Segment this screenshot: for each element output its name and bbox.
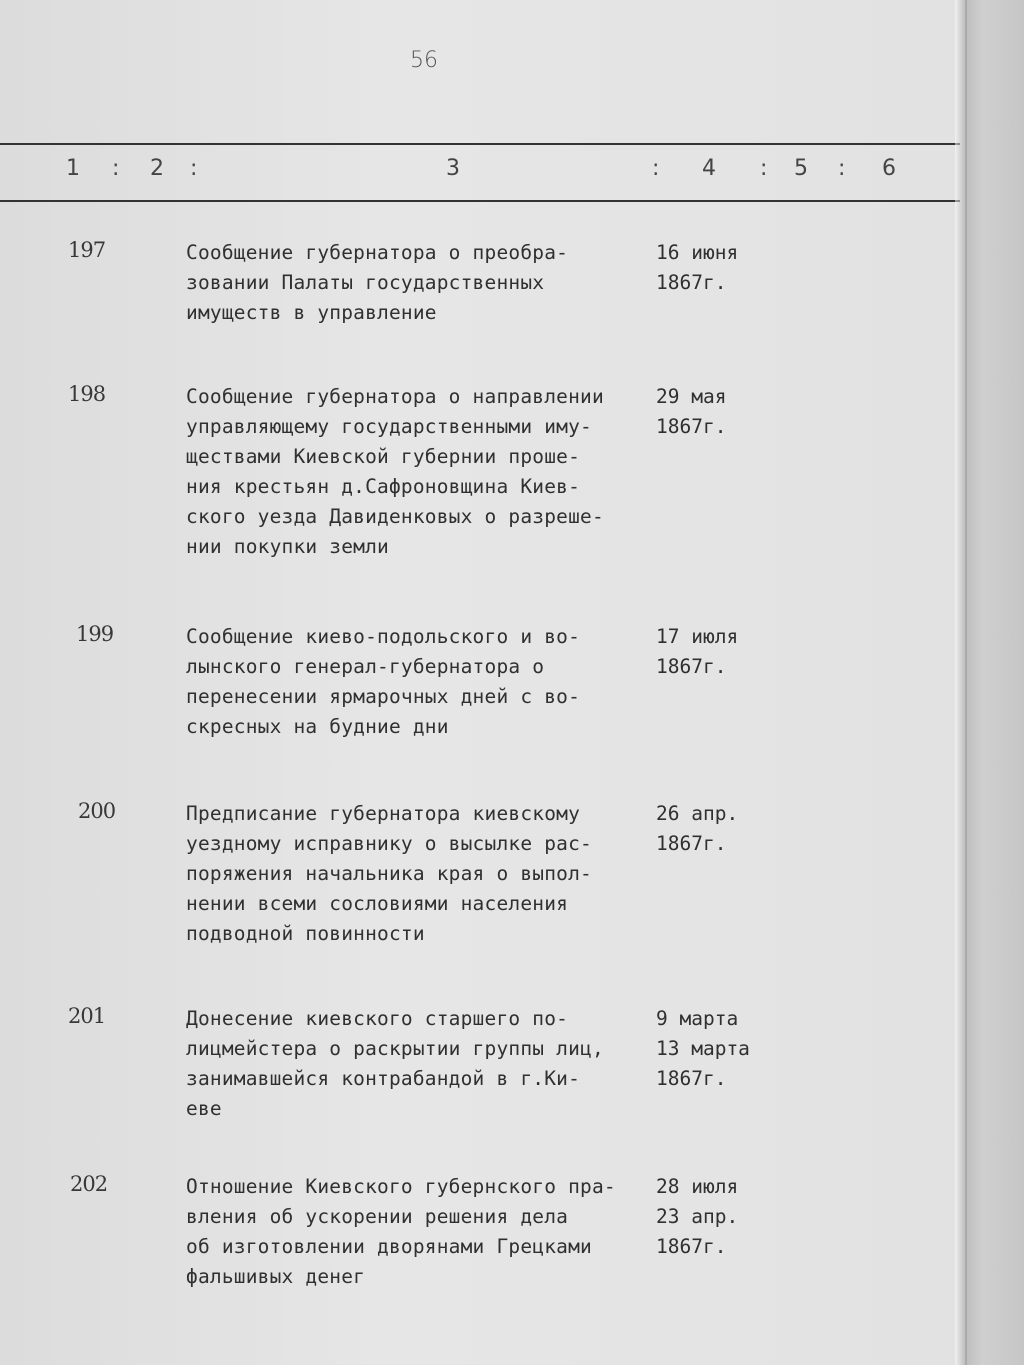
- entry-description: Сообщение губернатора о преобра- зовании Палаты государственных имуществ в управление: [186, 241, 569, 324]
- entry-date: 29 мая 1867г.: [656, 385, 727, 438]
- entry-date: 26 апр. 1867г.: [656, 802, 739, 855]
- entry-date: 16 июня 1867г.: [656, 241, 739, 294]
- entry-description: Сообщение киево-подольского и во- лынского генерал-губернатора о перенесении ярмарочных дней с во- скресных на будние дни: [186, 625, 581, 738]
- column-header-2: 2: [150, 156, 164, 181]
- column-header-6: 6: [882, 156, 896, 181]
- underlying-page-edge: [965, 0, 1024, 1365]
- column-separator: :: [652, 156, 660, 181]
- entry-date: 9 марта 13 марта 1867г.: [656, 1007, 750, 1090]
- entry-description: Сообщение губернатора о направлении управляющему государственными иму- ществами Киевской губернии проше- ния крестьян д.Сафроновщина Киев- ского уезда Давиденковых о разреше- нии покупки земли: [186, 385, 604, 558]
- column-header-3: 3: [446, 156, 460, 181]
- column-separator: :: [190, 156, 198, 181]
- entry-number: 197: [68, 238, 106, 262]
- column-separator: :: [760, 156, 768, 181]
- entry-description: Отношение Киевского губернского пра- вления об ускорении решения дела об изготовлении дворянами Грецками фальшивых денег: [186, 1175, 616, 1288]
- column-header-5: 5: [794, 156, 808, 181]
- entry-number: 201: [68, 1004, 106, 1028]
- entry-number: 198: [68, 382, 106, 406]
- header-rule-top: [0, 143, 960, 145]
- entry-number: 200: [78, 799, 116, 823]
- column-separator: :: [112, 156, 120, 181]
- page-fold-shadow: [955, 0, 967, 1365]
- entry-number: 202: [70, 1172, 108, 1196]
- entry-number: 199: [76, 622, 114, 646]
- entry-description: Предписание губернатора киевскому уездному исправнику о высылке рас- поряжения начальника края о выпол- нении всеми сословиями населения подводной повинности: [186, 802, 592, 945]
- entry-date: 17 июля 1867г.: [656, 625, 739, 678]
- column-header-4: 4: [702, 156, 716, 181]
- column-separator: :: [838, 156, 846, 181]
- column-header-1: 1: [66, 156, 80, 181]
- entry-description: Донесение киевского старшего по- лицмейстера о раскрытии группы лиц, занимавшейся контрабандой в г.Ки- еве: [186, 1007, 604, 1120]
- entry-date: 28 июля 23 апр. 1867г.: [656, 1175, 739, 1258]
- header-rule-bottom: [0, 200, 960, 202]
- page-number: 56: [410, 48, 438, 73]
